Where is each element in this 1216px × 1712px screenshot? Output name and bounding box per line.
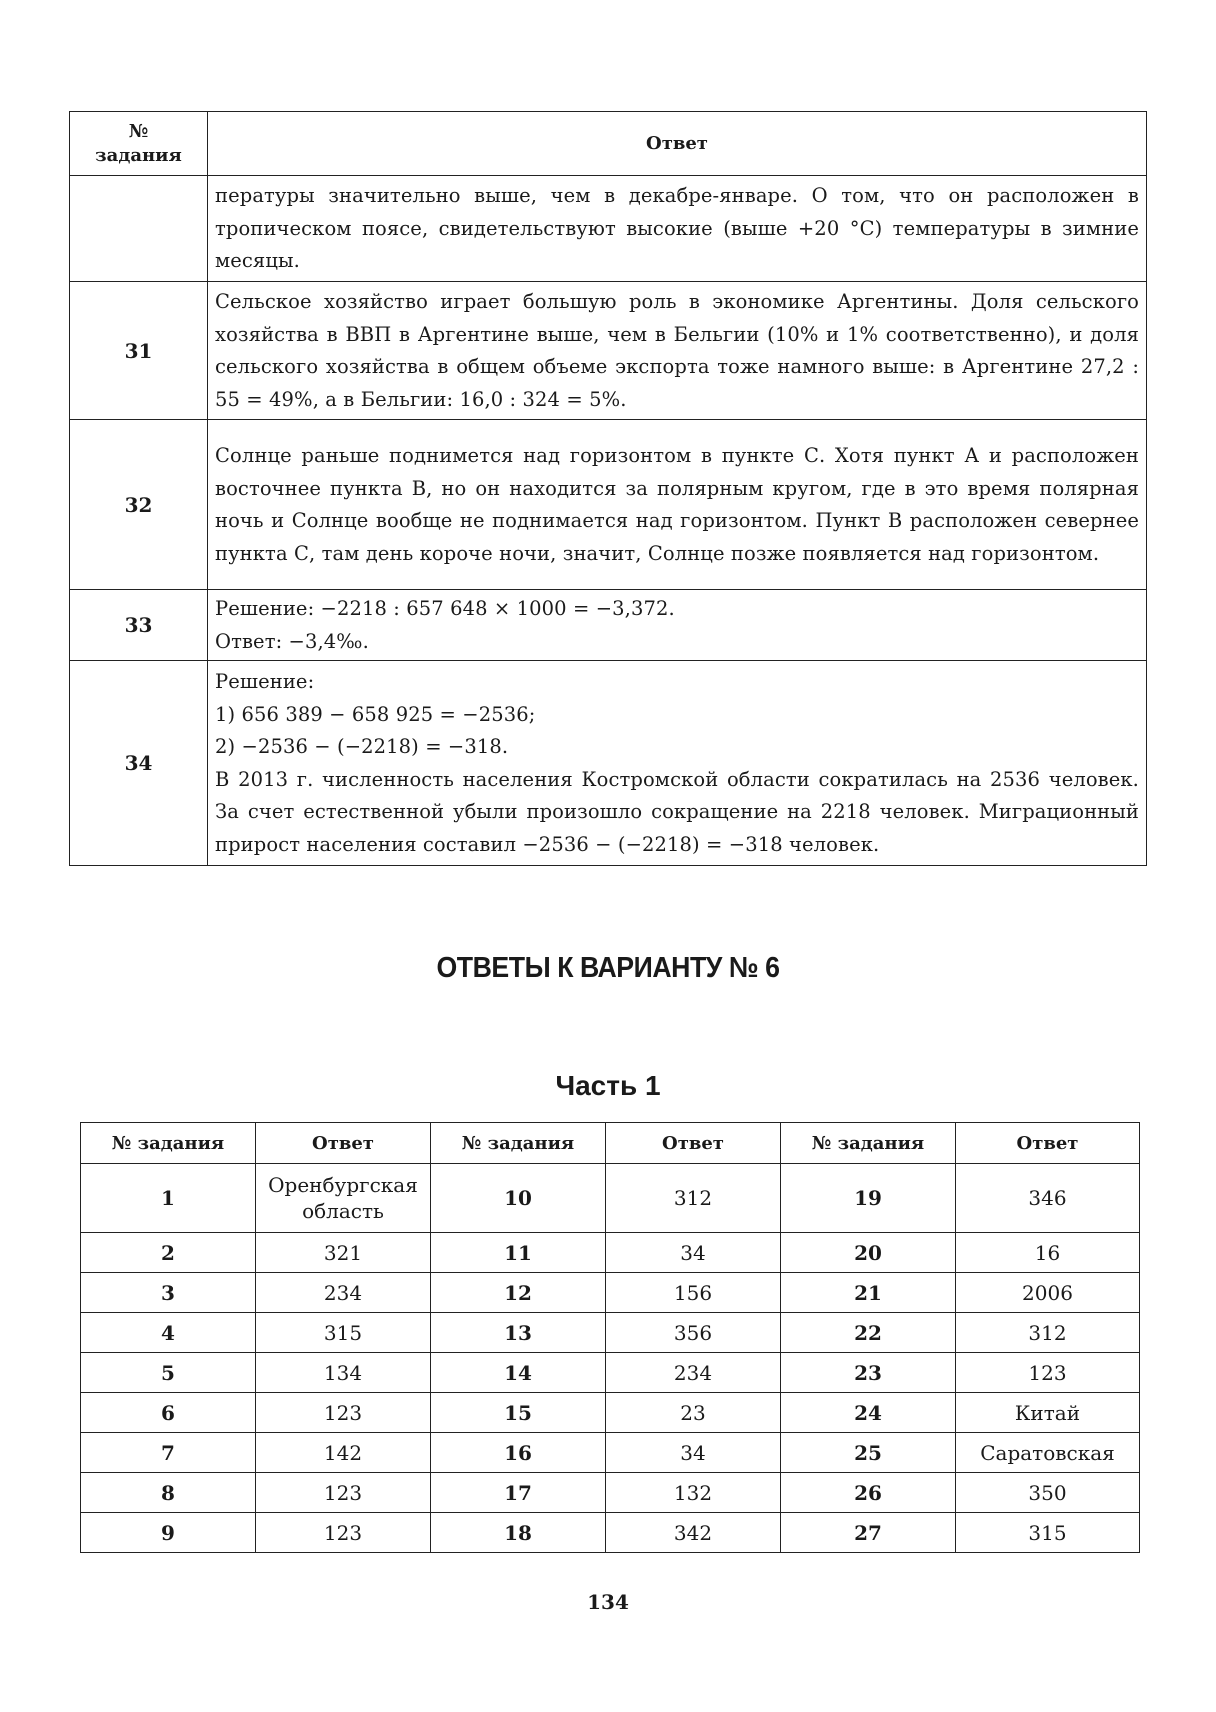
- answer-cell: 142: [256, 1433, 431, 1473]
- answer-cell: 23: [606, 1393, 781, 1433]
- header-task-number-line2: задания: [95, 144, 182, 166]
- solution-label: Решение:: [215, 670, 315, 693]
- table-row: [70, 282, 1147, 420]
- answer-cell: 315: [956, 1513, 1140, 1553]
- answer-text: [208, 176, 1147, 282]
- answer-paragraph: Солнце раньше поднимется над горизонтом в пункте С. Хотя пункт А и расположен восточнее пункта В, но он находится за полярным кругом, где в это время полярная ночь и Солнце вообще не поднимается над горизонтом. Пункт В расположен севернее пункта С, там день короче ночи, значит, Солнце позже появляется над горизонтом.: [215, 444, 1139, 565]
- answer-text: [208, 420, 1147, 590]
- answer-cell: 342: [606, 1513, 781, 1553]
- task-number: 2: [81, 1233, 256, 1273]
- answer-cell: 16: [956, 1233, 1140, 1273]
- table-row: [81, 1164, 1140, 1233]
- table-row: [81, 1473, 1140, 1513]
- answer-cell: 34: [606, 1433, 781, 1473]
- answer-cell: 234: [606, 1353, 781, 1393]
- task-number: 34: [70, 661, 208, 866]
- section-title: ОТВЕТЫ К ВАРИАНТУ № 6: [436, 952, 780, 984]
- task-number: [70, 176, 208, 282]
- answer-cell: Оренбургская область: [256, 1164, 431, 1233]
- header-task-number-line1: №: [128, 120, 149, 142]
- answer-line: Ответ: −3,4‰.: [215, 629, 369, 653]
- answer-paragraph: В 2013 г. численность населения Костромской области сократилась на 2536 человек. За счет естественной убыли произошло сокращение на 2218 человек. Миграционный прирост населения составил −2536 − (−2218) = −318 человек.: [215, 767, 1139, 856]
- header-answer: Ответ: [606, 1123, 781, 1164]
- answer-cell: 234: [256, 1273, 431, 1313]
- table-row: [81, 1353, 1140, 1393]
- answer-cell: Саратовская: [956, 1433, 1140, 1473]
- table-row: [81, 1273, 1140, 1313]
- table-row: [81, 1393, 1140, 1433]
- answer-cell: 346: [956, 1164, 1140, 1233]
- table-row: [81, 1233, 1140, 1273]
- task-number: 21: [781, 1273, 956, 1313]
- solution-line: Решение: −2218 : 657 648 × 1000 = −3,372.: [215, 597, 675, 620]
- task-number: 3: [81, 1273, 256, 1313]
- task-number: 32: [70, 420, 208, 590]
- part1-header-row: [81, 1123, 1140, 1164]
- task-number: 31: [70, 282, 208, 420]
- task-number: 13: [431, 1313, 606, 1353]
- answer-cell: 350: [956, 1473, 1140, 1513]
- header-answer: Ответ: [956, 1123, 1140, 1164]
- answer-cell: 123: [256, 1393, 431, 1433]
- answer-cell: 123: [256, 1513, 431, 1553]
- header-task-number: № задания: [81, 1123, 256, 1164]
- answer-cell: 132: [606, 1473, 781, 1513]
- answer-cell: 123: [256, 1473, 431, 1513]
- task-number: 17: [431, 1473, 606, 1513]
- answer-cell: 134: [256, 1353, 431, 1393]
- task-number: 27: [781, 1513, 956, 1553]
- solution-step-1: 1) 656 389 − 658 925 = −2536;: [215, 702, 536, 726]
- task-number: 25: [781, 1433, 956, 1473]
- task-number: 12: [431, 1273, 606, 1313]
- task-number: 8: [81, 1473, 256, 1513]
- answers-table-header: [70, 112, 1147, 176]
- task-number: 5: [81, 1353, 256, 1393]
- header-task-number: № задания: [781, 1123, 956, 1164]
- table-row: [81, 1513, 1140, 1553]
- task-number: 19: [781, 1164, 956, 1233]
- task-number: 11: [431, 1233, 606, 1273]
- answer-text: [208, 590, 1147, 661]
- task-number: 1: [81, 1164, 256, 1233]
- answer-cell: 312: [956, 1313, 1140, 1353]
- task-number: 15: [431, 1393, 606, 1433]
- part-title: Часть 1: [555, 1070, 661, 1101]
- table-row: [81, 1313, 1140, 1353]
- answer-cell: 321: [256, 1233, 431, 1273]
- task-number: 20: [781, 1233, 956, 1273]
- task-number: 9: [81, 1513, 256, 1553]
- page-number: 134: [587, 1590, 629, 1614]
- answer-cell: 2006: [956, 1273, 1140, 1313]
- answer-cell: 312: [606, 1164, 781, 1233]
- answer-cell: Китай: [956, 1393, 1140, 1433]
- answer-cell: 156: [606, 1273, 781, 1313]
- task-number: 18: [431, 1513, 606, 1553]
- header-answer: Ответ: [208, 112, 1147, 176]
- task-number: 7: [81, 1433, 256, 1473]
- answer-paragraph: Сельское хозяйство играет большую роль в экономике Аргентины. Доля сельского хозяйства в ВВП в Аргентине выше, чем в Бельгии (10% и 1% соответственно), и доля сельского хозяйства в общем объеме экспорта тоже намного выше: в Аргентине 27,2 : 55 = 49%, а в Бельгии: 16,0 : 324 = 5%.: [215, 290, 1139, 411]
- task-number: 23: [781, 1353, 956, 1393]
- task-number: 4: [81, 1313, 256, 1353]
- task-number: 24: [781, 1393, 956, 1433]
- part1-answers-table: [80, 1122, 1140, 1553]
- header-task-number: № задания: [431, 1123, 606, 1164]
- table-row: [70, 661, 1147, 866]
- header-task-number: [70, 112, 208, 176]
- table-row: [70, 176, 1147, 282]
- answer-cell: 34: [606, 1233, 781, 1273]
- task-number: 6: [81, 1393, 256, 1433]
- task-number: 10: [431, 1164, 606, 1233]
- header-answer: Ответ: [256, 1123, 431, 1164]
- table-row: [70, 420, 1147, 590]
- answer-text: [208, 661, 1147, 866]
- table-row: [81, 1433, 1140, 1473]
- task-number: 16: [431, 1433, 606, 1473]
- task-number: 22: [781, 1313, 956, 1353]
- task-number: 26: [781, 1473, 956, 1513]
- table-row: [70, 590, 1147, 661]
- answer-cell: 356: [606, 1313, 781, 1353]
- answer-cell: 315: [256, 1313, 431, 1353]
- task-number: 33: [70, 590, 208, 661]
- answers-table: [69, 111, 1147, 866]
- answer-cell: 123: [956, 1353, 1140, 1393]
- task-number: 14: [431, 1353, 606, 1393]
- answer-paragraph: пературы значительно выше, чем в декабре-январе. О том, что он расположен в тропическом поясе, свидетельствуют высокие (выше +20 °С) температуры в зимние месяцы.: [215, 184, 1139, 273]
- answer-text: [208, 282, 1147, 420]
- solution-step-2: 2) −2536 − (−2218) = −318.: [215, 735, 509, 758]
